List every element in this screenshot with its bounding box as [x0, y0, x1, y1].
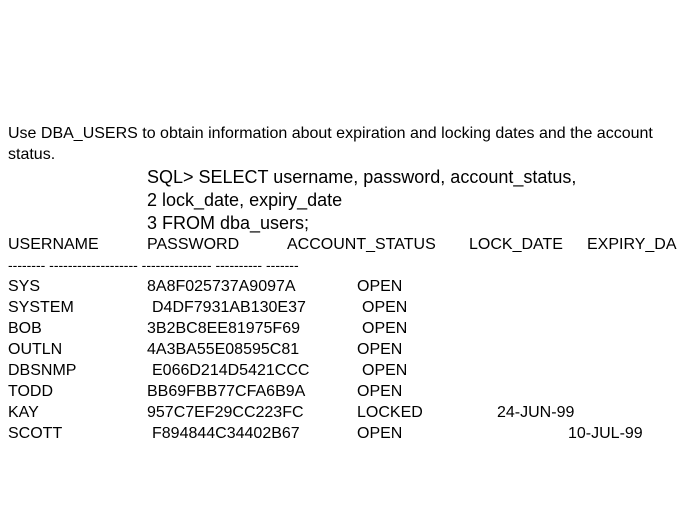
cell-password: 8A8F025737A9097A	[147, 278, 296, 295]
cell-password: 957C7EF29CC223FC	[147, 404, 304, 421]
column-header-account-status: ACCOUNT_STATUS	[287, 236, 436, 253]
cell-username: BOB	[8, 320, 42, 337]
cell-account-status: OPEN	[357, 383, 403, 400]
column-header-expiry-date: EXPIRY_DA	[587, 236, 677, 253]
cell-account-status: LOCKED	[357, 404, 423, 421]
column-header-password: PASSWORD	[147, 236, 240, 253]
table-row	[0, 318, 700, 339]
column-header-lock-date: LOCK_DATE	[469, 236, 563, 253]
sql-line-3: 3 FROM dba_users;	[147, 213, 310, 233]
cell-password: 4A3BA55E08595C81	[147, 341, 300, 358]
cell-account-status: OPEN	[362, 299, 408, 316]
cell-username: TODD	[8, 383, 54, 400]
cell-expiry-date: 10-JUL-99	[568, 425, 643, 442]
cell-password: D4DF7931AB130E37	[152, 299, 306, 316]
cell-username: SYSTEM	[8, 299, 74, 316]
column-header-row	[0, 234, 700, 255]
cell-account-status: OPEN	[357, 278, 403, 295]
table-row	[0, 297, 700, 318]
cell-account-status: OPEN	[357, 341, 403, 358]
intro-text: Use DBA_USERS to obtain information about expiration and locking dates and the account status.	[8, 125, 653, 163]
cell-account-status: OPEN	[362, 362, 408, 379]
cell-account-status: OPEN	[357, 425, 403, 442]
column-separator: -------- ------------------- --------------- ---------- -------	[8, 257, 299, 273]
sql-line-2: 2 lock_date, expiry_date	[147, 190, 343, 210]
cell-password: F894844C34402B67	[152, 425, 300, 442]
cell-password: BB69FBB77CFA6B9A	[147, 383, 306, 400]
cell-password: E066D214D5421CCC	[152, 362, 310, 379]
cell-username: KAY	[8, 404, 39, 421]
table-row	[0, 423, 700, 444]
cell-username: SYS	[8, 278, 41, 295]
table-row	[0, 402, 700, 423]
table-row	[0, 339, 700, 360]
table-row	[0, 276, 700, 297]
cell-username: DBSNMP	[8, 362, 77, 379]
cell-password: 3B2BC8EE81975F69	[147, 320, 300, 337]
cell-username: SCOTT	[8, 425, 63, 442]
cell-lock-date: 24-JUN-99	[497, 404, 575, 421]
table-row	[0, 360, 700, 381]
sql-line-1: SQL> SELECT username, password, account_status,	[147, 167, 577, 187]
cell-username: OUTLN	[8, 341, 63, 358]
column-header-username: USERNAME	[8, 236, 99, 253]
table-row	[0, 381, 700, 402]
cell-account-status: OPEN	[362, 320, 408, 337]
